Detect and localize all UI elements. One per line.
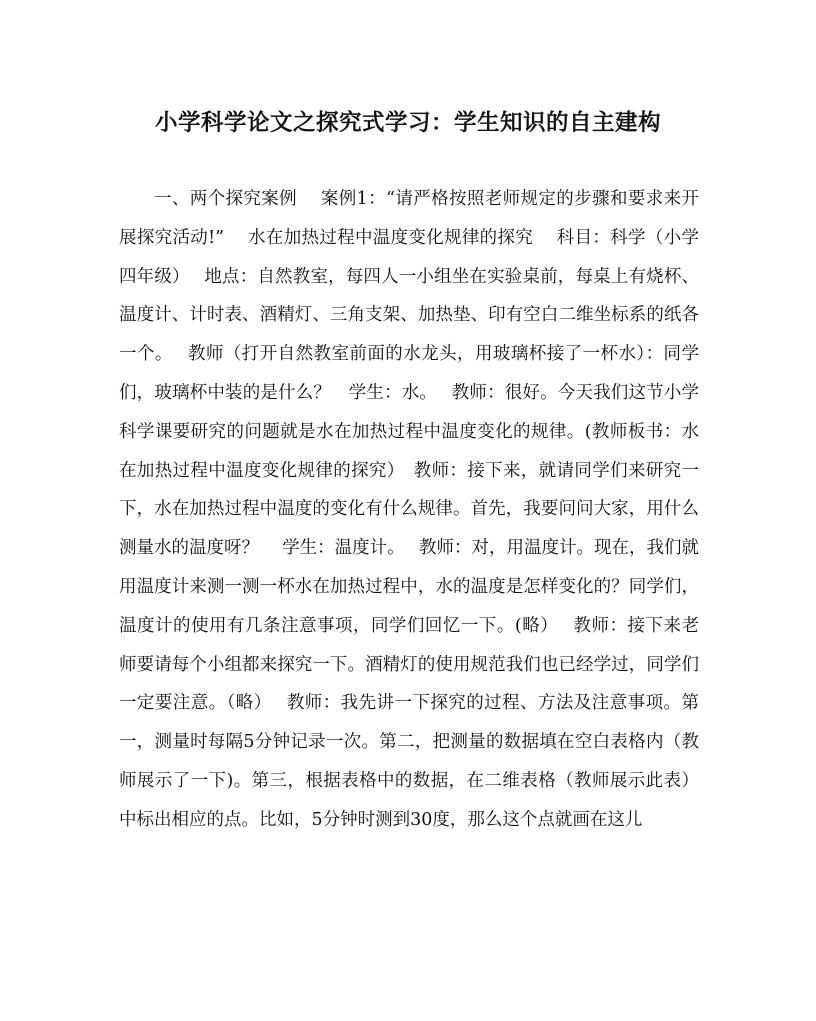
- document-title: 小学科学论文之探究式学习：学生知识的自主建构: [154, 110, 661, 136]
- document-body: 一、两个探究案例 案例1：“请严格按照老师规定的步骤和要求来开展探究活动!” 水在加热过程中温度变化规律的探究 科目：科学（小学四年级） 地点：自然教室，每四人一小组坐在实验桌前，每桌上有烧杯、温度计、计时表、酒精灯、三角支架、加热垫、印有空白二维坐标系的纸各一个。 教师（打开自然教室前面的水龙头，用玻璃杯接了一杯水）：同学们，玻璃杯中装的是什么？ 学生：水。 教师：很好。今天我们这节小学科学课要研究的问题就是水在加热过程中温度变化的规律。(教师板书：水在加热过程中温度变化规律的探究） 教师：接下来，就请同学们来研究一下，水在加热过程中温度的变化有什么规律。首先，我要问问大家，用什么测量水的温度呀？ 学生：温度计。 教师：对，用温度计。现在，我们就用温度计来测一测一杯水在加热过程中，水的温度是怎样变化的？同学们，温度计的使用有几条注意事项，同学们回忆一下。(略） 教师：接下来老师要请每个小组都来探究一下。酒精灯的使用规范我们也已经学过，同学们一定要注意。（略） 教师：我先讲一下探究的过程、方法及注意事项。第一，测量时每隔5分钟记录一次。第二，把测量的数据填在空白表格内（教师展示了一下)。第三，根据表格中的数据，在二维表格（教师展示此表）中标出相应的点。比如，5分钟时测到30度，那么这个点就画在这儿: [119, 189, 699, 830]
